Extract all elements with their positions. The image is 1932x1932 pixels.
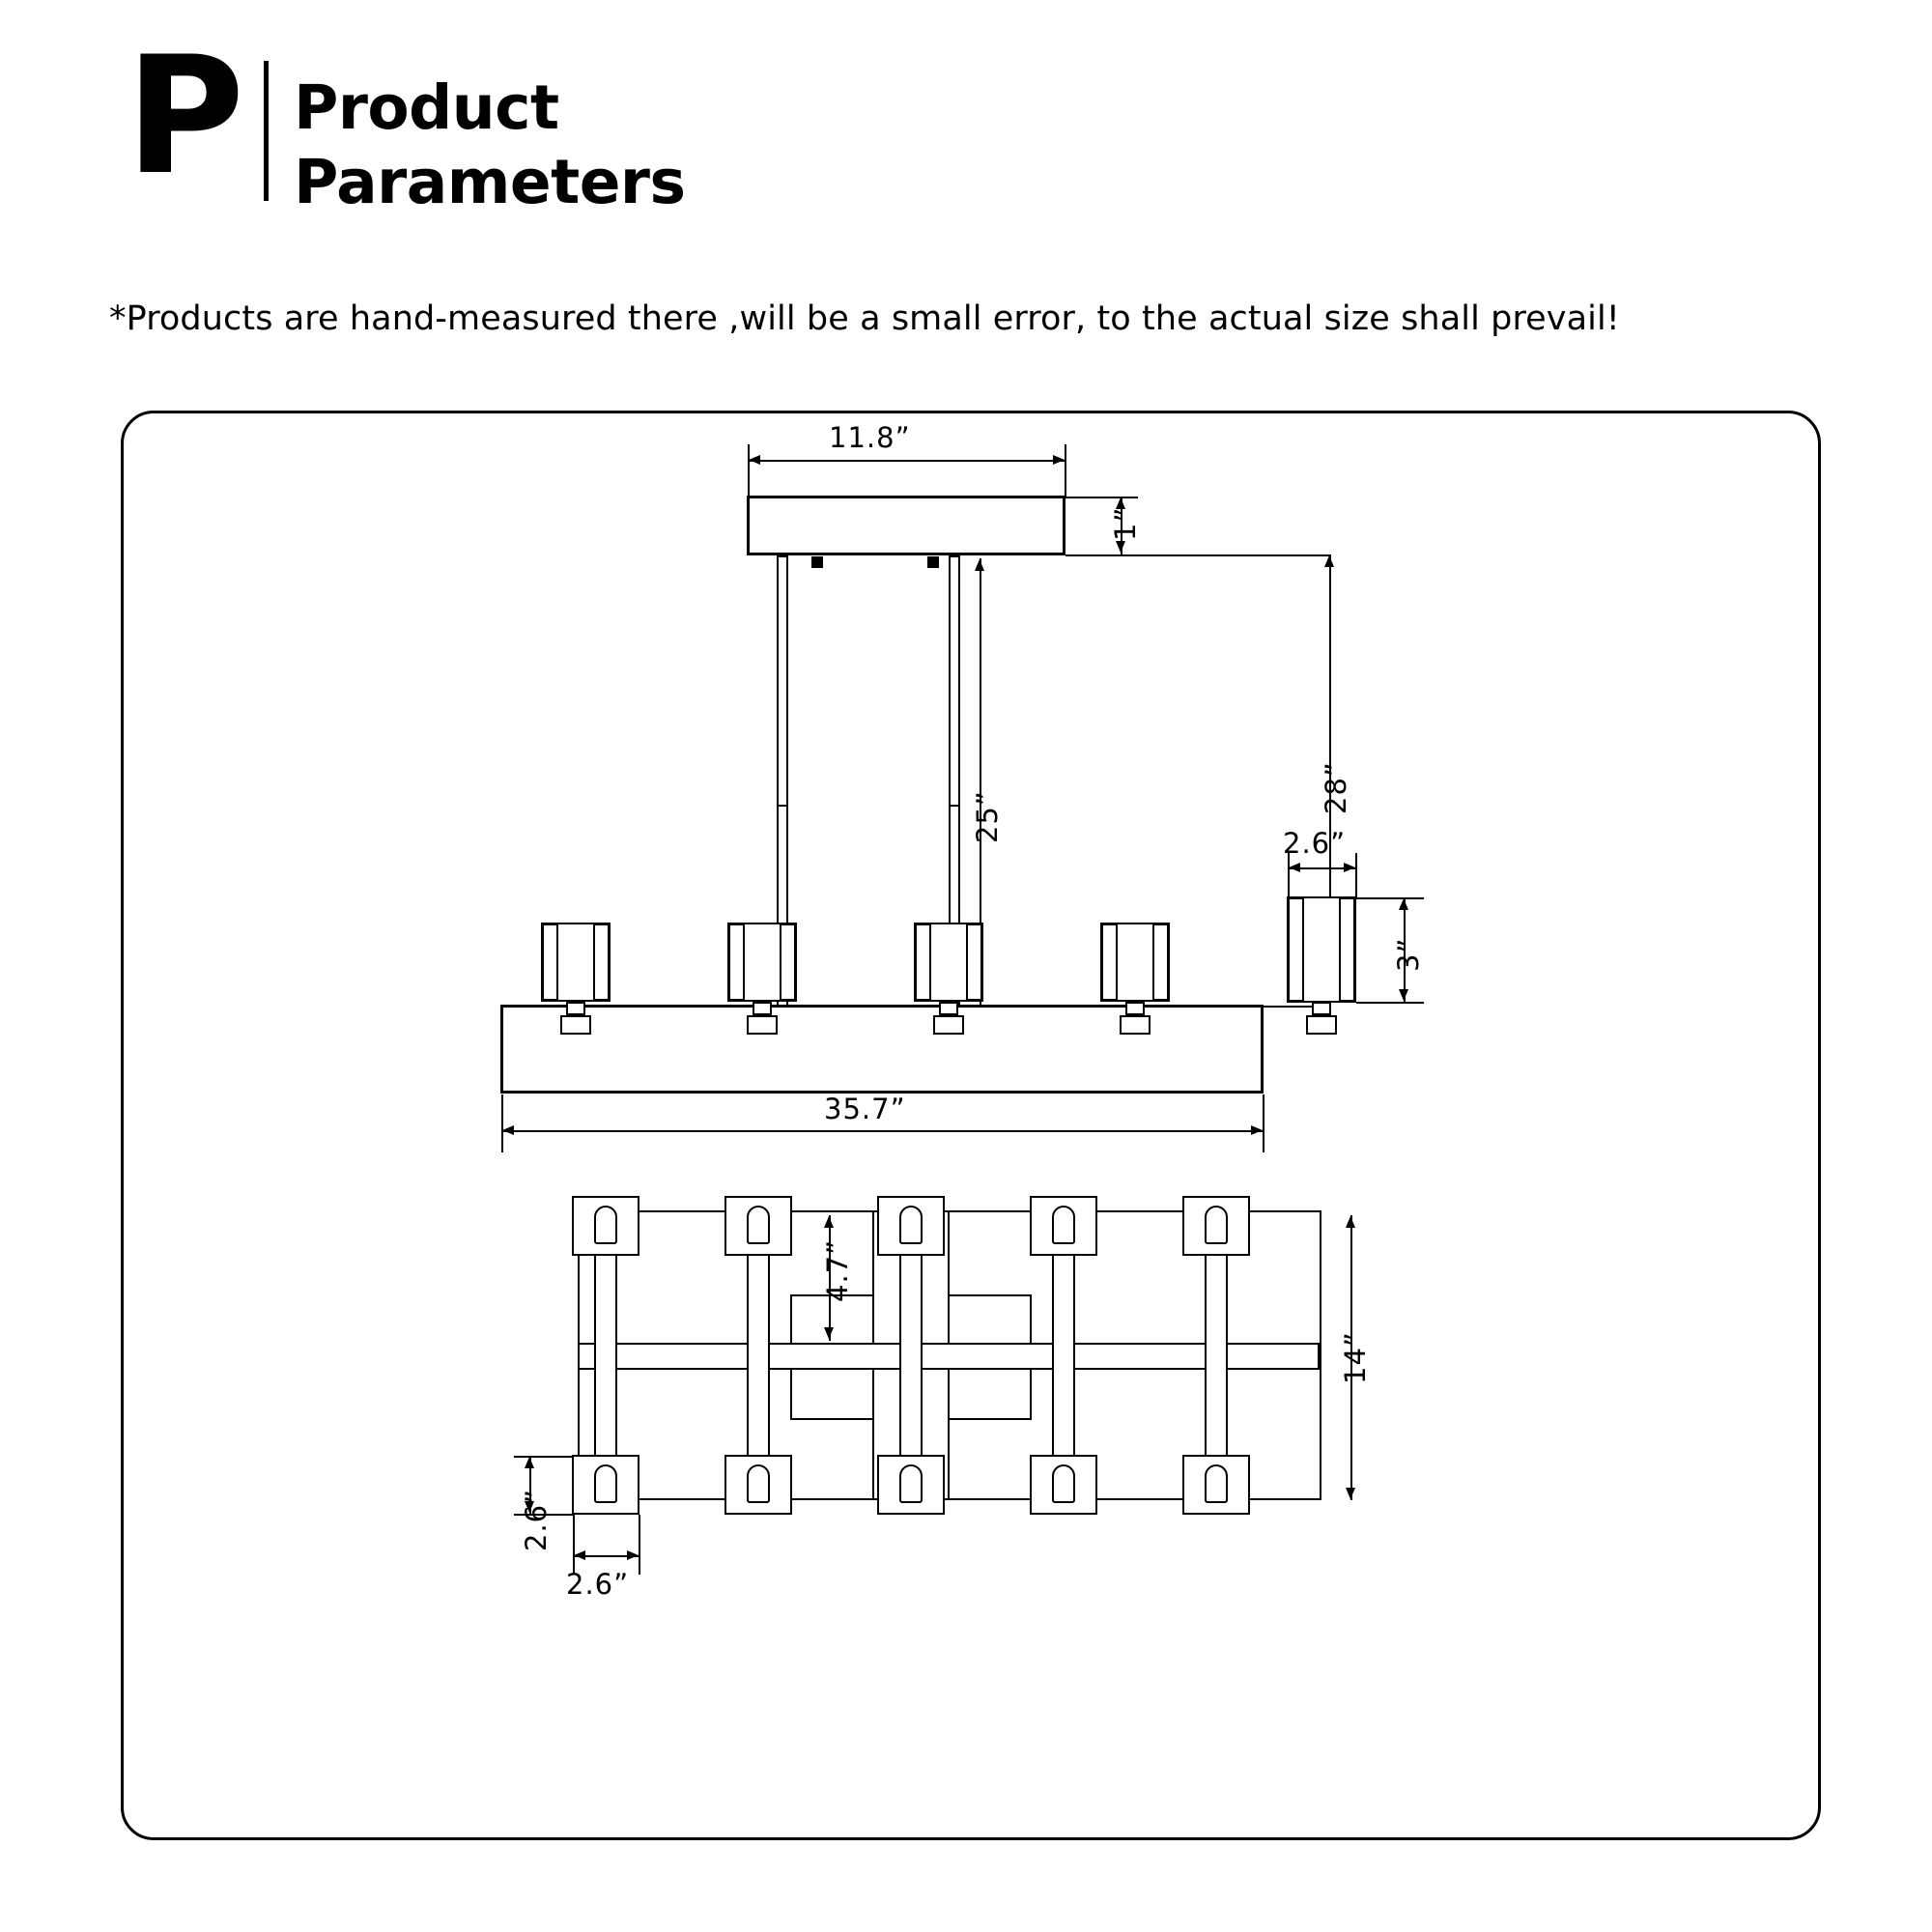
socket-v-ext-top (514, 1456, 574, 1458)
canopy-height-label: 1” (1109, 506, 1142, 541)
page-title-line2: Parameters (294, 147, 686, 218)
socket-base-5 (1306, 1015, 1337, 1035)
shade-height-arrow-top (1399, 898, 1408, 910)
arm-2-socket-bottom (747, 1464, 770, 1503)
shade-width-ext-right (1355, 853, 1357, 899)
rod-length-label: 25” (971, 790, 1004, 843)
main-body-top-edge (500, 1005, 1264, 1007)
total-depth-label: 14” (1339, 1331, 1372, 1384)
socket-h-label: 2.6” (566, 1568, 630, 1601)
body-length-arrow-right (1251, 1125, 1263, 1135)
arm-3-socket-top (899, 1206, 923, 1244)
canopy-height-arrow-bottom (1116, 541, 1125, 553)
canopy-width-dim-line (748, 460, 1065, 462)
arm-4-shaft (1052, 1217, 1075, 1495)
rod-joint-left (777, 805, 788, 807)
rod-length-arrow-top (975, 559, 984, 571)
measurement-note: *Products are hand-measured there ,will be a small error, to the actual size shall prevail! (109, 299, 1620, 338)
socket-h-arrow-left (574, 1550, 585, 1560)
shade-height-arrow-bottom (1399, 989, 1408, 1001)
arm-2-shaft (747, 1217, 770, 1495)
socket-4 (1125, 1002, 1145, 1015)
socket-1 (566, 1002, 585, 1015)
page-title (294, 53, 685, 220)
socket-base-1 (560, 1015, 591, 1035)
shade-height-ext-bottom (1356, 1002, 1424, 1004)
canopy-width-arrow-right (1053, 455, 1065, 465)
body-length-label: 35.7” (824, 1093, 906, 1125)
header-divider (264, 61, 269, 201)
shade-width-arrow-left (1289, 863, 1300, 872)
canopy-screw-right (927, 556, 939, 568)
socket-v-label: 2.6” (520, 1488, 553, 1551)
arm-1-socket-top (594, 1206, 617, 1244)
body-length-dim-line (501, 1130, 1264, 1132)
socket-base-2 (747, 1015, 778, 1035)
arm-4-socket-bottom (1052, 1464, 1075, 1503)
arm-1-socket-bottom (594, 1464, 617, 1503)
canopy-screw-left (811, 556, 823, 568)
canopy-width-arrow-left (749, 455, 760, 465)
page-header (126, 21, 686, 220)
body-length-ext-left (501, 1094, 503, 1152)
diagram-frame (121, 411, 1821, 1840)
canopy-width-ext-left (748, 444, 750, 498)
shade-3-inner (929, 923, 968, 1002)
total-depth-arrow-bottom (1346, 1488, 1355, 1499)
rod-joint-right (949, 805, 960, 807)
canopy-depth-arrow-bottom (824, 1327, 834, 1339)
arm-4-socket-top (1052, 1206, 1075, 1244)
socket-base-3 (933, 1015, 964, 1035)
shade-2-inner (743, 923, 781, 1002)
canopy-height-ext-top (1065, 497, 1138, 498)
page-title-line1: Product (294, 72, 559, 143)
arm-3-socket-bottom (899, 1464, 923, 1503)
canopy-depth-arrow-top (824, 1216, 834, 1228)
header-initial: P (126, 21, 243, 211)
canopy (747, 496, 1065, 555)
body-length-arrow-left (502, 1125, 514, 1135)
socket-v-arrow-top (525, 1457, 534, 1468)
arm-1-shaft (594, 1217, 617, 1495)
socket-h-arrow-right (627, 1550, 639, 1560)
total-height-ext-top (1065, 554, 1331, 556)
top-view (124, 1177, 1824, 1776)
canopy-width-label: 11.8” (829, 421, 911, 454)
shade-1-inner (556, 923, 595, 1002)
shade-width-arrow-right (1344, 863, 1355, 872)
arm-2-socket-top (747, 1206, 770, 1244)
body-length-ext-right (1263, 1094, 1264, 1152)
shade-width-label: 2.6” (1283, 827, 1347, 860)
shade-5-inner (1302, 896, 1341, 1003)
socket-h-ext-right (639, 1515, 640, 1575)
shade-height-label: 3” (1392, 937, 1425, 972)
shade-width-ext-left (1288, 853, 1290, 899)
arm-5-socket-bottom (1205, 1464, 1228, 1503)
socket-5 (1312, 1002, 1331, 1015)
total-height-arrow-top (1324, 555, 1334, 567)
canopy-depth-label: 4.7” (821, 1238, 854, 1302)
front-view (124, 413, 1824, 1148)
socket-h-ext-left (573, 1515, 575, 1575)
socket-3 (939, 1002, 958, 1015)
arm-5-socket-top (1205, 1206, 1228, 1244)
top-view-outline-right (1320, 1210, 1321, 1500)
socket-base-4 (1120, 1015, 1151, 1035)
shade-4-inner (1116, 923, 1154, 1002)
total-height-label: 28” (1320, 761, 1352, 814)
canopy-width-ext-right (1065, 444, 1066, 498)
arm-3-shaft (899, 1217, 923, 1495)
socket-2 (753, 1002, 772, 1015)
shade-height-ext-top (1356, 897, 1424, 899)
arm-5-shaft (1205, 1217, 1228, 1495)
total-depth-arrow-top (1346, 1216, 1355, 1228)
